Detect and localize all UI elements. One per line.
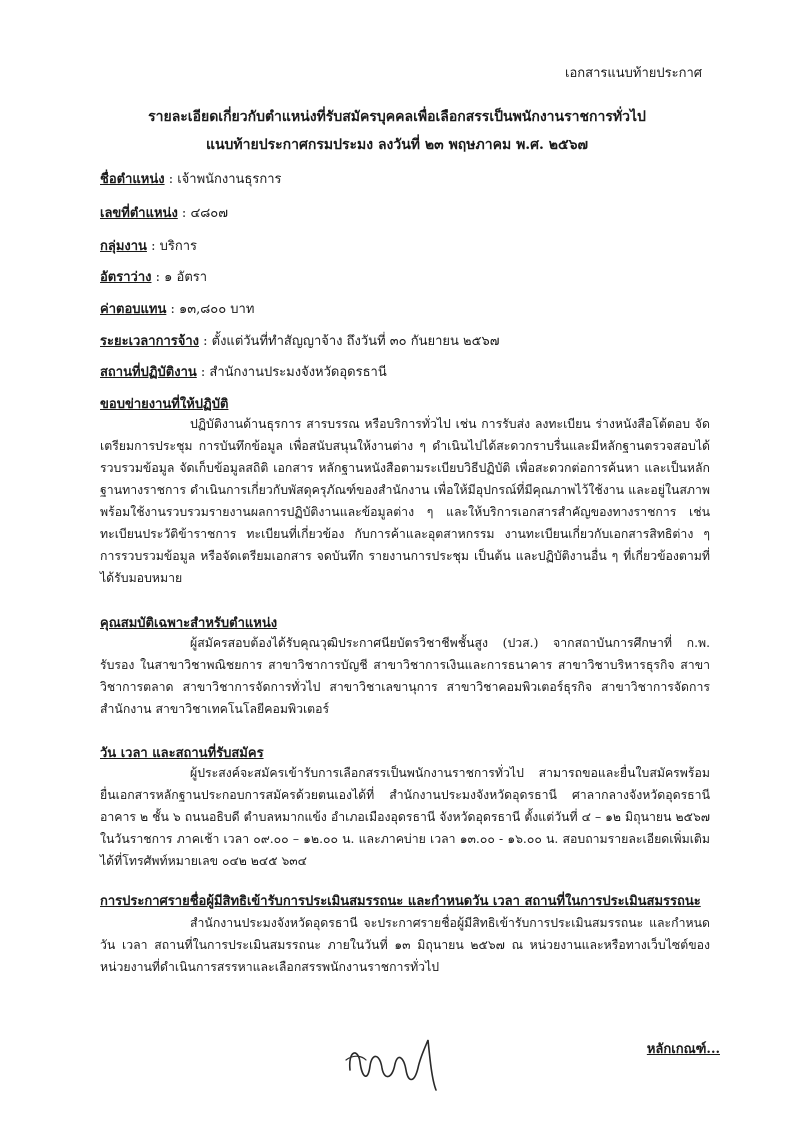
document-title: รายละเอียดเกี่ยวกับตำแหน่งที่รับสมัครบุคคลเพื่อเลือกสรรเป็นพนักงานราชการทั่วไป bbox=[148, 109, 646, 125]
section-body-application: ผู้ประสงค์จะสมัครเข้ารับการเลือกสรรเป็นพนักงานราชการทั่วไป สามารถขอและยื่นใบสมัครพร้อมยื่นเอกสารหลักฐานประกอบการสมัครด้วยตนเองได้ที่ สำนักงานประมงจังหวัดอุดรธานี ศาลากลางจังหวัดอุดรธานี อาคาร ๒ ชั้น ๖ ถนนอธิบดี ตำบลหมากแข้ง อำเภอเมืองอุดรธานี จังหวัดอุดรธานี ตั้งแต่วันที่ ๔ – ๑๒ มิถุนายน ๒๕๖๗ ในวันราชการ ภาคเช้า เวลา ๐๙.๐๐ – ๑๒.๐๐ น. และภาคบ่าย เวลา ๑๓.๐๐ - ๑๖.๐๐ น. สอบถามรายละเอียดเพิ่มเติมได้ที่โทรศัพท์หมายเลข ๐๔๒ ๒๔๕ ๖๓๔ bbox=[100, 766, 710, 868]
field-value: : เจ้าพนักงานธุรการ bbox=[164, 172, 282, 187]
field-value: : สำนักงานประมงจังหวัดอุดรธานี bbox=[196, 365, 387, 380]
field-label: สถานที่ปฏิบัติงาน bbox=[100, 365, 197, 380]
section-heading-application: วัน เวลา และสถานที่รับสมัคร bbox=[100, 746, 264, 761]
field-label: กลุ่มงาน bbox=[100, 239, 147, 254]
appendix-label: เอกสารแนบท้ายประกาศ bbox=[565, 66, 702, 81]
field-contract-period bbox=[100, 330, 499, 351]
field-label: ค่าตอบแทน bbox=[100, 302, 167, 317]
field-label: ระยะเวลาการจ้าง bbox=[100, 334, 199, 349]
field-label: อัตราว่าง bbox=[100, 270, 152, 285]
field-value: : ตั้งแต่วันที่ทำสัญญาจ้าง ถึงวันที่ ๓๐ กันยายน ๒๕๖๗ bbox=[199, 334, 500, 349]
field-value: : ๔๘๐๗ bbox=[177, 206, 229, 221]
section-body-qualifications: ผู้สมัครสอบต้องได้รับคุณวุฒิประกาศนียบัตรวิชาชีพชั้นสูง (ปวส.) จากสถาบันการศึกษาที่ ก.พ. รับรอง ในสาขาวิชาพณิชยการ สาขาวิชาการบัญชี สาขาวิชาการเงินและการธนาคาร สาขาวิชาบริหารธุรกิจ สาขาวิชาการตลาด สาขาวิชาการจัดการทั่วไป สาขาวิชาเลขานุการ สาขาวิชาคอมพิวเตอร์ธุรกิจ สาขาวิชาการจัดการสำนักงาน สาขาวิชาเทคโนโลยีคอมพิวเตอร์ bbox=[100, 636, 710, 716]
section-body-announcement: สำนักงานประมงจังหวัดอุดรธานี จะประกาศรายชื่อผู้มีสิทธิเข้ารับการประเมินสมรรถนะ และกำหนดวัน เวลา สถานที่ในการประเมินสมรรถนะ ภายในวันที่ ๑๓ มิถุนายน ๒๕๖๗ ณ หน่วยงานและหรือทางเว็บไซต์ของหน่วยงานที่ดำเนินการสรรหาและเลือกสรรพนักงานราชการทั่วไป bbox=[100, 916, 710, 974]
section-heading-qualifications: คุณสมบัติเฉพาะสำหรับตำแหน่ง bbox=[100, 616, 278, 631]
field-label: เลขที่ตำแหน่ง bbox=[100, 206, 178, 221]
field-value: : บริการ bbox=[146, 239, 197, 254]
field-position-name bbox=[100, 168, 282, 189]
section-heading-announcement: การประกาศรายชื่อผู้มีสิทธิเข้ารับการประเมินสมรรถนะ และกำหนดวัน เวลา สถานที่ในการประเมินสมรรถนะ bbox=[100, 894, 701, 909]
field-vacancies bbox=[100, 266, 207, 287]
field-job-group bbox=[100, 235, 197, 256]
field-value: : ๑ อัตรา bbox=[151, 270, 208, 285]
field-workplace bbox=[100, 361, 387, 382]
field-label: ชื่อตำแหน่ง bbox=[100, 172, 165, 187]
section-body-scope: ปฏิบัติงานด้านธุรการ สารบรรณ หรือบริการทั่วไป เช่น การรับส่ง ลงทะเบียน ร่างหนังสือโต้ตอบ จัดเตรียมการประชุม การบันทึกข้อมูล เพื่อสนับสนุนให้งานต่าง ๆ ดำเนินไปได้สะดวกราบรื่นและมีหลักฐานตรวจสอบได้ รวบรวมข้อมูล จัดเก็บข้อมูลสถิติ เอกสาร หลักฐานหนังสือตามระเบียบวิธีปฏิบัติ เพื่อสะดวกต่อการค้นหา และเป็นหลักฐานทางราชการ ดำเนินการเกี่ยวกับพัสดุครุภัณฑ์ของสำนักงาน เพื่อให้มีอุปกรณ์ที่มีคุณภาพไว้ใช้งาน และอยู่ในสภาพพร้อมใช้งานรวบรวมรายงานผลการปฏิบัติงานและข้อมูลต่าง ๆ และให้บริการเอกสารสำคัญของทางราชการ เช่น ทะเบียนประวัติข้าราชการ ทะเบียนที่เกี่ยวข้อง กับการค้าและอุตสาหกรรม งานทะเบียนเกี่ยวกับเอกสารสิทธิต่าง ๆ การรวบรวมข้อมูล หรือจัดเตรียมเอกสาร จดบันทึก รายงานการประชุม เป็นต้น และปฏิบัติงานอื่น ๆ ที่เกี่ยวข้องตามที่ได้รับมอบหมาย bbox=[100, 417, 710, 585]
field-position-number bbox=[100, 202, 228, 223]
handwritten-signature bbox=[340, 1030, 460, 1100]
field-salary bbox=[100, 298, 254, 319]
document-subtitle: แนบท้ายประกาศกรมประมง ลงวันที่ ๒๓ พฤษภาคม พ.ศ. ๒๕๖๗ bbox=[205, 137, 589, 153]
continued-reference: หลักเกณฑ์... bbox=[646, 1042, 720, 1057]
field-value: : ๑๓,๘๐๐ บาท bbox=[166, 302, 255, 317]
section-heading-scope: ขอบข่ายงานที่ให้ปฏิบัติ bbox=[100, 397, 229, 412]
